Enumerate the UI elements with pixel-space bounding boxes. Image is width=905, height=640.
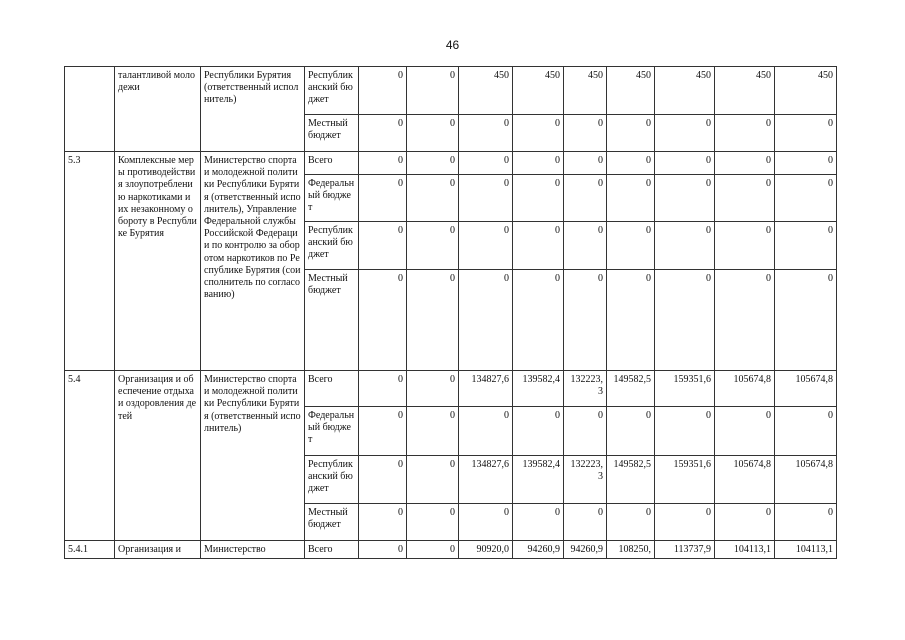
amount-cell: 0: [775, 152, 837, 175]
amount-cell: 450: [715, 67, 775, 115]
funding-source: Местный бюджет: [305, 115, 359, 152]
table-row: [65, 67, 837, 115]
amount-cell: 0: [407, 67, 459, 115]
amount-cell: 104113,1: [715, 541, 775, 559]
amount-cell: 134827,6: [459, 456, 513, 504]
amount-cell: 0: [564, 222, 607, 270]
amount-cell: 0: [715, 152, 775, 175]
amount-cell: 0: [607, 504, 655, 541]
row-code: 5.4.1: [65, 541, 115, 559]
amount-cell: 0: [459, 115, 513, 152]
amount-cell: 0: [564, 270, 607, 371]
amount-cell: 0: [359, 371, 407, 407]
amount-cell: 0: [775, 175, 837, 222]
amount-cell: 0: [359, 456, 407, 504]
row-code: 5.3: [65, 152, 115, 371]
funding-source: Всего: [305, 152, 359, 175]
amount-cell: 0: [715, 175, 775, 222]
amount-cell: 132223,3: [564, 456, 607, 504]
amount-cell: 0: [407, 456, 459, 504]
amount-cell: 450: [513, 67, 564, 115]
amount-cell: 0: [775, 270, 837, 371]
amount-cell: 450: [655, 67, 715, 115]
amount-cell: 0: [655, 152, 715, 175]
amount-cell: 105674,8: [715, 371, 775, 407]
amount-cell: 0: [407, 541, 459, 559]
row-name: Организация и обеспечение отдыха и оздоровления детей: [115, 371, 201, 541]
amount-cell: 159351,6: [655, 456, 715, 504]
amount-cell: 94260,9: [513, 541, 564, 559]
amount-cell: 0: [459, 407, 513, 456]
amount-cell: 450: [459, 67, 513, 115]
amount-cell: 90920,0: [459, 541, 513, 559]
amount-cell: 0: [359, 270, 407, 371]
amount-cell: 0: [715, 222, 775, 270]
amount-cell: 0: [775, 222, 837, 270]
funding-source: Республиканский бюджет: [305, 222, 359, 270]
amount-cell: 0: [513, 407, 564, 456]
amount-cell: 0: [715, 115, 775, 152]
amount-cell: 0: [607, 175, 655, 222]
amount-cell: 0: [407, 152, 459, 175]
amount-cell: 0: [655, 504, 715, 541]
amount-cell: 0: [607, 270, 655, 371]
amount-cell: 0: [513, 115, 564, 152]
amount-cell: 159351,6: [655, 371, 715, 407]
amount-cell: 0: [655, 115, 715, 152]
funding-source: Федеральный бюджет: [305, 407, 359, 456]
amount-cell: 0: [564, 115, 607, 152]
amount-cell: 0: [655, 222, 715, 270]
amount-cell: 0: [564, 175, 607, 222]
amount-cell: 113737,9: [655, 541, 715, 559]
table-row: [65, 541, 837, 559]
amount-cell: 0: [459, 270, 513, 371]
amount-cell: 0: [513, 175, 564, 222]
amount-cell: 0: [459, 504, 513, 541]
amount-cell: 139582,4: [513, 456, 564, 504]
amount-cell: 0: [607, 115, 655, 152]
amount-cell: 0: [407, 222, 459, 270]
funding-source: Всего: [305, 371, 359, 407]
amount-cell: 0: [407, 371, 459, 407]
funding-source: Федеральный бюджет: [305, 175, 359, 222]
amount-cell: 0: [513, 222, 564, 270]
table-row: [65, 371, 837, 407]
row-executor: Министерство: [201, 541, 305, 559]
amount-cell: 0: [715, 504, 775, 541]
funding-source: Местный бюджет: [305, 270, 359, 371]
amount-cell: 105674,8: [775, 371, 837, 407]
amount-cell: 134827,6: [459, 371, 513, 407]
amount-cell: 0: [407, 270, 459, 371]
amount-cell: 149582,5: [607, 371, 655, 407]
amount-cell: 94260,9: [564, 541, 607, 559]
row-executor: Республики Бурятия (ответственный исполнитель): [201, 67, 305, 152]
amount-cell: 0: [407, 175, 459, 222]
funding-source: Республиканский бюджет: [305, 67, 359, 115]
amount-cell: 0: [715, 270, 775, 371]
amount-cell: 0: [775, 407, 837, 456]
row-name: талантливой молодежи: [115, 67, 201, 152]
row-executor: Министерство спорта и молодежной политики Республики Бурятия (ответственный исполнитель): [201, 371, 305, 541]
amount-cell: 0: [459, 222, 513, 270]
funding-source: Всего: [305, 541, 359, 559]
amount-cell: 0: [359, 504, 407, 541]
amount-cell: 0: [513, 152, 564, 175]
amount-cell: 104113,1: [775, 541, 837, 559]
amount-cell: 0: [407, 504, 459, 541]
amount-cell: 0: [715, 407, 775, 456]
amount-cell: 105674,8: [775, 456, 837, 504]
amount-cell: 0: [564, 407, 607, 456]
amount-cell: 0: [564, 504, 607, 541]
amount-cell: 0: [359, 407, 407, 456]
amount-cell: 0: [359, 175, 407, 222]
amount-cell: 0: [607, 152, 655, 175]
amount-cell: 0: [359, 115, 407, 152]
amount-cell: 0: [359, 152, 407, 175]
amount-cell: 0: [459, 175, 513, 222]
row-name: Комплексные меры противодействия злоупотреблению наркотиками и их незаконному обороту в Республике Бурятия: [115, 152, 201, 371]
row-code: 5.4: [65, 371, 115, 541]
amount-cell: 0: [655, 407, 715, 456]
amount-cell: 0: [607, 407, 655, 456]
amount-cell: 0: [459, 152, 513, 175]
amount-cell: 149582,5: [607, 456, 655, 504]
amount-cell: 0: [607, 222, 655, 270]
amount-cell: 0: [359, 222, 407, 270]
amount-cell: 132223,3: [564, 371, 607, 407]
amount-cell: 0: [407, 407, 459, 456]
amount-cell: 450: [564, 67, 607, 115]
amount-cell: 0: [655, 175, 715, 222]
amount-cell: 0: [513, 270, 564, 371]
amount-cell: 108250,: [607, 541, 655, 559]
amount-cell: 450: [775, 67, 837, 115]
amount-cell: 0: [407, 115, 459, 152]
amount-cell: 0: [564, 152, 607, 175]
amount-cell: 450: [607, 67, 655, 115]
amount-cell: 0: [359, 67, 407, 115]
row-name: Организация и: [115, 541, 201, 559]
amount-cell: 0: [775, 115, 837, 152]
amount-cell: 0: [775, 504, 837, 541]
page-number: 46: [445, 38, 460, 52]
amount-cell: 0: [359, 541, 407, 559]
amount-cell: 0: [655, 270, 715, 371]
amount-cell: 139582,4: [513, 371, 564, 407]
amount-cell: 105674,8: [715, 456, 775, 504]
budget-table: [64, 66, 837, 559]
row-executor: Министерство спорта и молодежной политики Республики Бурятия (ответственный исполнитель), Управление Федеральной службы Российской Федерации по контролю за оборотом наркотиков по Республике Бурятия (соисполнитель по согласованию): [201, 152, 305, 371]
funding-source: Местный бюджет: [305, 504, 359, 541]
row-code: [65, 67, 115, 152]
table-row: [65, 152, 837, 175]
funding-source: Республиканский бюджет: [305, 456, 359, 504]
amount-cell: 0: [513, 504, 564, 541]
